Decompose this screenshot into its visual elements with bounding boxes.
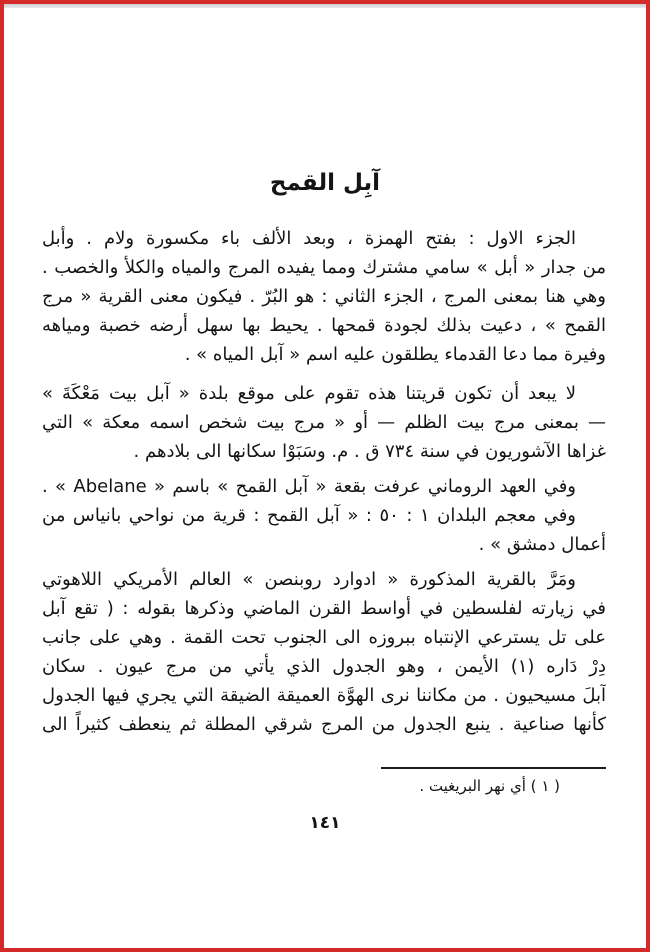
paragraph-4 (42, 501, 606, 559)
text-line: على تل يسترعي الإنتباه ببروزه الى الجنوب تحت القمة . وهي على جانب (42, 627, 606, 648)
text-line: — بمعنى مرج بيت الظلم — أو « مرج بيت شخص اسمه معكة » التي (42, 412, 606, 433)
text-line: القمح » ، دعيت بذلك لجودة قمحها . يحيط بها سهل أرضه خصبة ومياهه (42, 315, 606, 336)
text-line: من جدار « أبل » سامي مشترك ومما يفيده المرج والمياه والكلأ والخصب . (42, 257, 606, 278)
paragraph-1 (42, 224, 606, 369)
text-line: الجزء الاول : بفتح الهمزة ، وبعد الألف باء مكسورة ولام . وأبل (42, 228, 576, 249)
text-line: آبلَ مسيحيون . من مكاننا نرى الهوَّة العميقة الضيقة التي يجري فيها الجدول (42, 685, 606, 706)
page-number: ١٤١ (309, 813, 341, 833)
text-line: وفي العهد الروماني عرفت بقعة « آبل القمح » باسم « Abelane » . (42, 476, 576, 497)
text-line: غزاها الآشوريون في سنة ٧٣٤ ق . م. وسَبَوْا سكانها الى بلادهم . (133, 441, 606, 462)
text-line: ومَرَّ بالقرية المذكورة « ادوارد روبنصن » العالم الأمريكي اللاهوتي (42, 569, 576, 590)
text-line: لا يبعد أن تكون قريتنا هذه تقوم على موقع بلدة « آبل بيت مَعْكَةَ » (42, 383, 576, 404)
paragraph-2 (42, 379, 606, 466)
footnote-separator (381, 767, 606, 769)
text-line: وفي معجم البلدان ١ : ٥٠ : « آبل القمح : قرية من نواحي بانياس من (42, 505, 576, 526)
paragraph-3 (42, 472, 606, 501)
text-line: وفيرة مما دعا القدماء يطلقون عليه اسم « آبل المياه » . (184, 344, 606, 365)
text-line: في زيارته لفلسطين في أواسط القرن الماضي وذكرها بقوله : ( تقع آبل (42, 598, 606, 619)
paragraph-5 (42, 565, 606, 739)
page-title: آبِل القمح (269, 170, 381, 196)
text-line: وهي هنا بمعنى المرج ، الجزء الثاني : هو البُرّ . فيكون معنى القرية « مرج (42, 286, 606, 307)
book-page (4, 166, 646, 833)
scan-artifact-strip (4, 4, 646, 8)
text-line: دِرْ دَاره (١) الأيمن ، وهو الجدول الذي يأتي من مرج عيون . سكان (42, 656, 606, 677)
text-line: كأنها صناعية . ينبع الجدول من المرج شرقي المطلة ثم ينعطف كثيراً الى (42, 714, 606, 735)
text-block (42, 224, 606, 797)
text-line: أعمال دمشق » . (478, 534, 606, 555)
footnote-text: ( ١ ) أي نهر البريغيت . (419, 777, 560, 795)
